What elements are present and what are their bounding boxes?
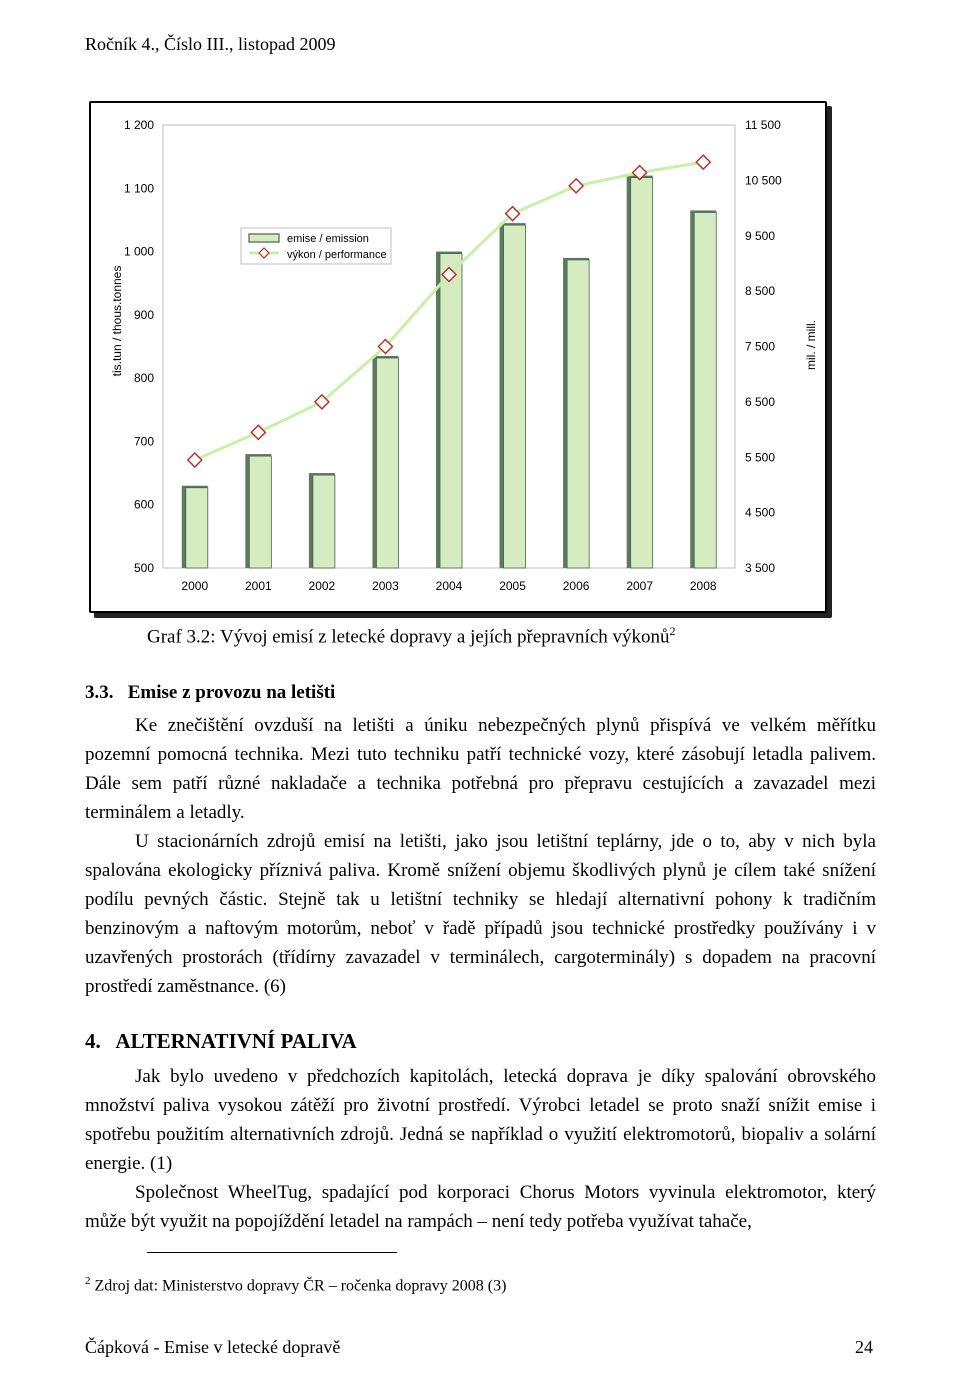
right-tick-label: 5 500	[745, 450, 776, 465]
right-tick-label: 4 500	[745, 505, 776, 520]
footnote	[85, 1275, 506, 1295]
x-tick-label: 2000	[181, 579, 209, 593]
legend-label: emise / emission	[287, 233, 369, 245]
right-tick-label: 10 500	[745, 173, 782, 188]
bar	[440, 254, 462, 568]
x-tick-label: 2007	[626, 579, 654, 593]
left-tick-label: 800	[133, 371, 154, 386]
caption-text: Graf 3.2: Vývoj emisí z letecké dopravy a jejích přepravních výkonů	[147, 626, 670, 648]
right-tick-label: 6 500	[745, 394, 776, 409]
x-tick-label: 2006	[562, 579, 590, 593]
footnote-separator	[147, 1252, 397, 1253]
section-paragraph: U stacionárních zdrojů emisí na letišti, jako jsou letištní teplárny, jde o to, aby v nich byla spalována ekologicky příznivá paliva. Kromě snížení objemu škodlivých plynů je cílem také snížení podílu pevných částic. Stejně tak u letištní techniky se hledají alternativní pohony k tradičním benzinovým a naftovým motorům, neboť v řadě případů jsou technické prostředky používány i v uzavřených prostorách (třídírny zavazadel v terminálech, cargoterminály) s dopadem na pracovní prostředí zaměstnance. (6)	[85, 831, 876, 997]
x-tick-label: 2003	[372, 579, 399, 593]
right-tick-label: 9 500	[745, 228, 776, 243]
chapter-paragraph: Jak bylo uvedeno v předchozích kapitolách, letecká doprava je díky spalování obrovského množství paliva vysokou zátěží pro životní prostředí. Výrobci letadel se proto snaží snížit emise i spotřebu použitím alternativních zdrojů. Jedná se například o využití elektromotorů, biopaliv a solární energie. (1)	[85, 1066, 876, 1174]
figure-caption	[147, 624, 676, 648]
bar	[186, 488, 208, 568]
page-footer: Čápková - Emise v letecké dopravě	[85, 1337, 341, 1357]
chart-frame	[89, 101, 827, 613]
footnote-number: 2	[85, 1275, 91, 1287]
legend-bar-swatch	[249, 234, 279, 242]
left-axis-title: tis.tun / thous.tonnes	[110, 265, 124, 377]
bar	[631, 178, 653, 568]
bar	[504, 225, 526, 568]
right-tick-label: 8 500	[745, 284, 776, 299]
left-tick-label: 700	[133, 434, 154, 449]
x-tick-label: 2005	[499, 579, 526, 593]
right-tick-label: 3 500	[745, 561, 776, 575]
chapter-body	[85, 1062, 876, 1236]
chapter-paragraph: Společnost WheelTug, spadající pod korporaci Chorus Motors vyvinula elektromotor, který může být využit na popojíždění letadel na rampách – není tedy potřeba využívat tahače,	[85, 1182, 876, 1232]
legend-label: výkon / performance	[287, 249, 387, 261]
left-tick-label: 500	[133, 561, 154, 575]
bar	[376, 358, 398, 568]
chapter-heading: 4. ALTERNATIVNÍ PALIVA	[85, 1029, 357, 1053]
left-tick-label: 900	[133, 307, 154, 322]
x-tick-label: 2001	[244, 579, 272, 593]
right-axis-title: mil. / mill.	[804, 320, 818, 370]
bar	[249, 456, 271, 568]
left-tick-label: 1 000	[123, 244, 154, 259]
bar	[694, 212, 716, 568]
caption-footnote-ref: 2	[669, 624, 676, 638]
left-tick-label: 1 100	[123, 181, 154, 196]
page-number: 24	[855, 1337, 873, 1357]
left-tick-label: 600	[133, 497, 154, 512]
footnote-text: Zdroj dat: Ministerstvo dopravy ČR – ročenka dopravy 2008 (3)	[94, 1277, 507, 1295]
right-tick-label: 7 500	[745, 339, 776, 354]
x-tick-label: 2004	[435, 579, 463, 593]
section-heading: 3.3. Emise z provozu na letišti	[85, 682, 336, 703]
left-tick-label: 1 200	[123, 118, 154, 132]
x-tick-label: 2008	[689, 579, 717, 593]
section-paragraph: Ke znečištění ovzduší na letišti a úniku nebezpečných plynů přispívá ve velkém měřítku pozemní pomocná technika. Mezi tuto techniku patří technické vozy, které zásobují letadla palivem. Dále sem patří různé nakladače a technika potřebná pro přepravu cestujících a zavazadel mezi terminálem a letadly.	[85, 715, 876, 823]
emissions-chart	[91, 103, 825, 611]
bar	[567, 260, 589, 568]
x-tick-label: 2002	[308, 579, 336, 593]
section-body	[85, 711, 876, 1001]
bar	[313, 475, 335, 568]
right-tick-label: 11 500	[745, 118, 781, 132]
running-header: Ročník 4., Číslo III., listopad 2009	[85, 34, 336, 54]
